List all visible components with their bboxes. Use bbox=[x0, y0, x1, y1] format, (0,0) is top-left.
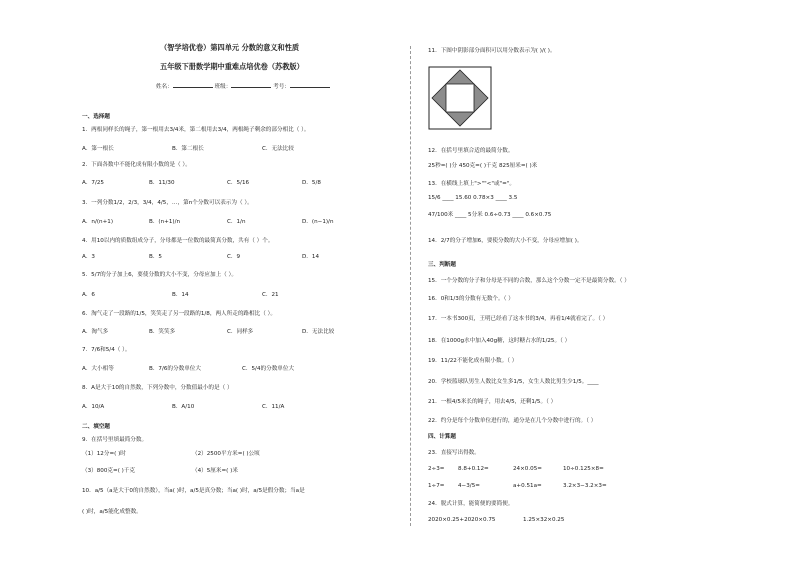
question-19: 19．11/22不能化成有限小数。（ ） bbox=[428, 358, 518, 364]
q1-option-c: C．无法比较 bbox=[262, 146, 294, 152]
exam-no-label: 考号： bbox=[273, 84, 290, 90]
question-3: 3．一列分数1/2，2/3，3/4，4/5，…，第n个分数可以表示为（ ）。 bbox=[82, 200, 253, 206]
inner-square bbox=[446, 84, 474, 112]
q4-option-c: C．9 bbox=[227, 254, 241, 260]
section-fill: 二、填空题 bbox=[82, 424, 110, 430]
q6-option-a: A．淘气多 bbox=[82, 329, 109, 335]
q13-row-1: 15/6 ____ 15.60 0.78×3 ____ 3.5 bbox=[428, 195, 518, 201]
question-20: 20．学校篮球队男生人数比女生多1/5，女生人数比男生少1/5。____ bbox=[428, 379, 599, 385]
section-calc: 四、计算题 bbox=[428, 434, 456, 440]
q23-cell: 4−3/5= bbox=[458, 483, 480, 489]
q4-option-a: A．3 bbox=[82, 254, 95, 260]
q23-cell: 8.8+0.12= bbox=[458, 466, 489, 472]
q24-expr: 2020×0.25+2020×0.75 bbox=[428, 517, 496, 523]
q3-option-a: A．n/(n+1) bbox=[82, 219, 114, 225]
q13-row-2: 47/100米 ____ 5分米 0.6÷0.73 ____ 0.6×0.75 bbox=[428, 212, 552, 218]
q6-option-d: D．无法比较 bbox=[302, 329, 335, 335]
q23-cell: 3.2×3−3.2×3= bbox=[563, 483, 607, 489]
class-label: 班级： bbox=[214, 84, 232, 90]
name-label: 姓名： bbox=[156, 84, 173, 90]
question-12: 12．在括号里填合适的最简分数。 bbox=[428, 148, 514, 154]
q8-option-c: C．11/A bbox=[262, 404, 285, 410]
question-17: 17．一本书300页，王明已经看了这本书的3/4，再看1/4就看完了。（ ） bbox=[428, 316, 609, 322]
question-16: 16．0和1/3的分数有无数个。（ ） bbox=[428, 296, 514, 302]
question-2: 2．下面各数中不能化成有限小数的是（ ）。 bbox=[82, 162, 191, 168]
student-info bbox=[156, 82, 330, 91]
q2-option-d: D．5/8 bbox=[302, 180, 321, 186]
question-18: 18．在1000g水中加入40g糖，这时糖占水的1/25。（ ） bbox=[428, 338, 571, 344]
q2-option-a: A．7/25 bbox=[82, 180, 104, 186]
question-10-cont: ( )时，a/5能化成整数。 bbox=[82, 509, 142, 515]
name-blank[interactable] bbox=[173, 82, 213, 88]
question-5: 5．5/7的分子加上6，要使分数的大小不变，分母应加上（ ）。 bbox=[82, 272, 237, 278]
q23-cell: 24×0.05= bbox=[513, 466, 542, 472]
paper-subtitle: 五年级下册数学期中重难点培优卷（苏教版） bbox=[160, 62, 304, 71]
q5-option-c: C．21 bbox=[262, 292, 279, 298]
q7-option-c: C．5/4的分数单位大 bbox=[242, 366, 295, 372]
question-1: 1．两根同样长的绳子，第一根用去3/4米，第二根用去3/4，两根绳子剩余的部分相比（ ）。 bbox=[82, 127, 310, 133]
q9-part-3: （3）800克=( )千克 bbox=[82, 468, 136, 474]
question-23: 23．直接写出得数。 bbox=[428, 450, 480, 456]
question-7: 7．7/6和5/4（ ）。 bbox=[82, 347, 131, 353]
section-choice: 一、选择题 bbox=[82, 114, 110, 120]
q5-option-b: B．14 bbox=[172, 292, 189, 298]
column-divider bbox=[410, 46, 411, 526]
q23-cell: 2÷3= bbox=[428, 466, 445, 472]
q23-cell: 10÷0.125×8= bbox=[563, 466, 604, 472]
q4-option-d: D．14 bbox=[302, 254, 320, 260]
q8-option-b: B．A/10 bbox=[172, 404, 195, 410]
question-15: 15．一个分数的分子和分母是不同的合数，那么这个分数一定不是最简分数。（ ） bbox=[428, 278, 630, 284]
paper-title: （智学培优卷）第四单元 分数的意义和性质 bbox=[160, 43, 300, 52]
question-11: 11．下图中阴影部分面积可以用分数表示为( )/( )。 bbox=[428, 48, 556, 54]
question-21: 21．一根4/5米长的绳子，用去4/5，还剩1/5。（ ） bbox=[428, 399, 557, 405]
q24-expr: 1.25×32×0.25 bbox=[523, 517, 565, 523]
class-blank[interactable] bbox=[231, 82, 271, 88]
question-6: 6．淘气走了一段路的1/5，笑笑走了另一段路的1/8，两人所走的路相比（ ）。 bbox=[82, 311, 276, 317]
q2-option-c: C．5/16 bbox=[227, 180, 250, 186]
q23-cell: 1÷7= bbox=[428, 483, 445, 489]
q3-option-c: C．1/n bbox=[227, 219, 246, 225]
q6-option-b: B．笑笑多 bbox=[149, 329, 176, 335]
q1-option-a: A．第一根长 bbox=[82, 146, 114, 152]
q7-option-a: A．大小相等 bbox=[82, 366, 114, 372]
question-8: 8．A是大于10的自然数，下列分数中，分数值最小的是（ ） bbox=[82, 385, 233, 391]
question-4: 4．用10以内的质数组成分子，分母都是一位数的最简真分数，共有（ ）个。 bbox=[82, 238, 274, 244]
q12-blanks: 25秒=( )分 450克=( )千克 825厘米=( )米 bbox=[428, 163, 538, 169]
q5-option-a: A．6 bbox=[82, 292, 95, 298]
question-22: 22．约分是每个分数单位进行的，通分是在几个分数中进行的。（ ） bbox=[428, 418, 597, 424]
q4-option-b: B．5 bbox=[149, 254, 162, 260]
q9-part-4: （4）5厘米=( )米 bbox=[192, 468, 238, 474]
q2-option-b: B．11/30 bbox=[149, 180, 175, 186]
q9-part-1: （1）12分=( )时 bbox=[82, 451, 126, 457]
square-shaded-figure bbox=[428, 66, 492, 130]
q3-option-b: B．(n+1)/n bbox=[149, 219, 181, 225]
q1-option-b: B．第二根长 bbox=[172, 146, 204, 152]
question-10: 10．a/5（a是大于0的自然数），当a( )时，a/5是真分数；当a( )时，a/5是假分数；当a是 bbox=[82, 488, 305, 494]
q8-option-a: A．10/A bbox=[82, 404, 105, 410]
exam-no-blank[interactable] bbox=[290, 82, 330, 88]
question-24: 24．脱式计算，能简便的要简便。 bbox=[428, 501, 514, 507]
q3-option-d: D．(n−1)/n bbox=[302, 219, 334, 225]
question-9: 9．在括号里填最简分数。 bbox=[82, 437, 148, 443]
question-13: 13．在横线上填上">""<"或"="。 bbox=[428, 181, 515, 187]
q7-option-b: B．7/6的分数单位大 bbox=[149, 366, 201, 372]
q9-part-2: （2）2500平方米=( )公顷 bbox=[192, 451, 260, 457]
question-14: 14．2/7的分子增加6，要使分数的大小不变，分母应增加( )。 bbox=[428, 238, 583, 244]
section-judge: 三、判断题 bbox=[428, 262, 456, 268]
q6-option-c: C．同样多 bbox=[227, 329, 254, 335]
q23-cell: a+0.51a= bbox=[513, 483, 542, 489]
